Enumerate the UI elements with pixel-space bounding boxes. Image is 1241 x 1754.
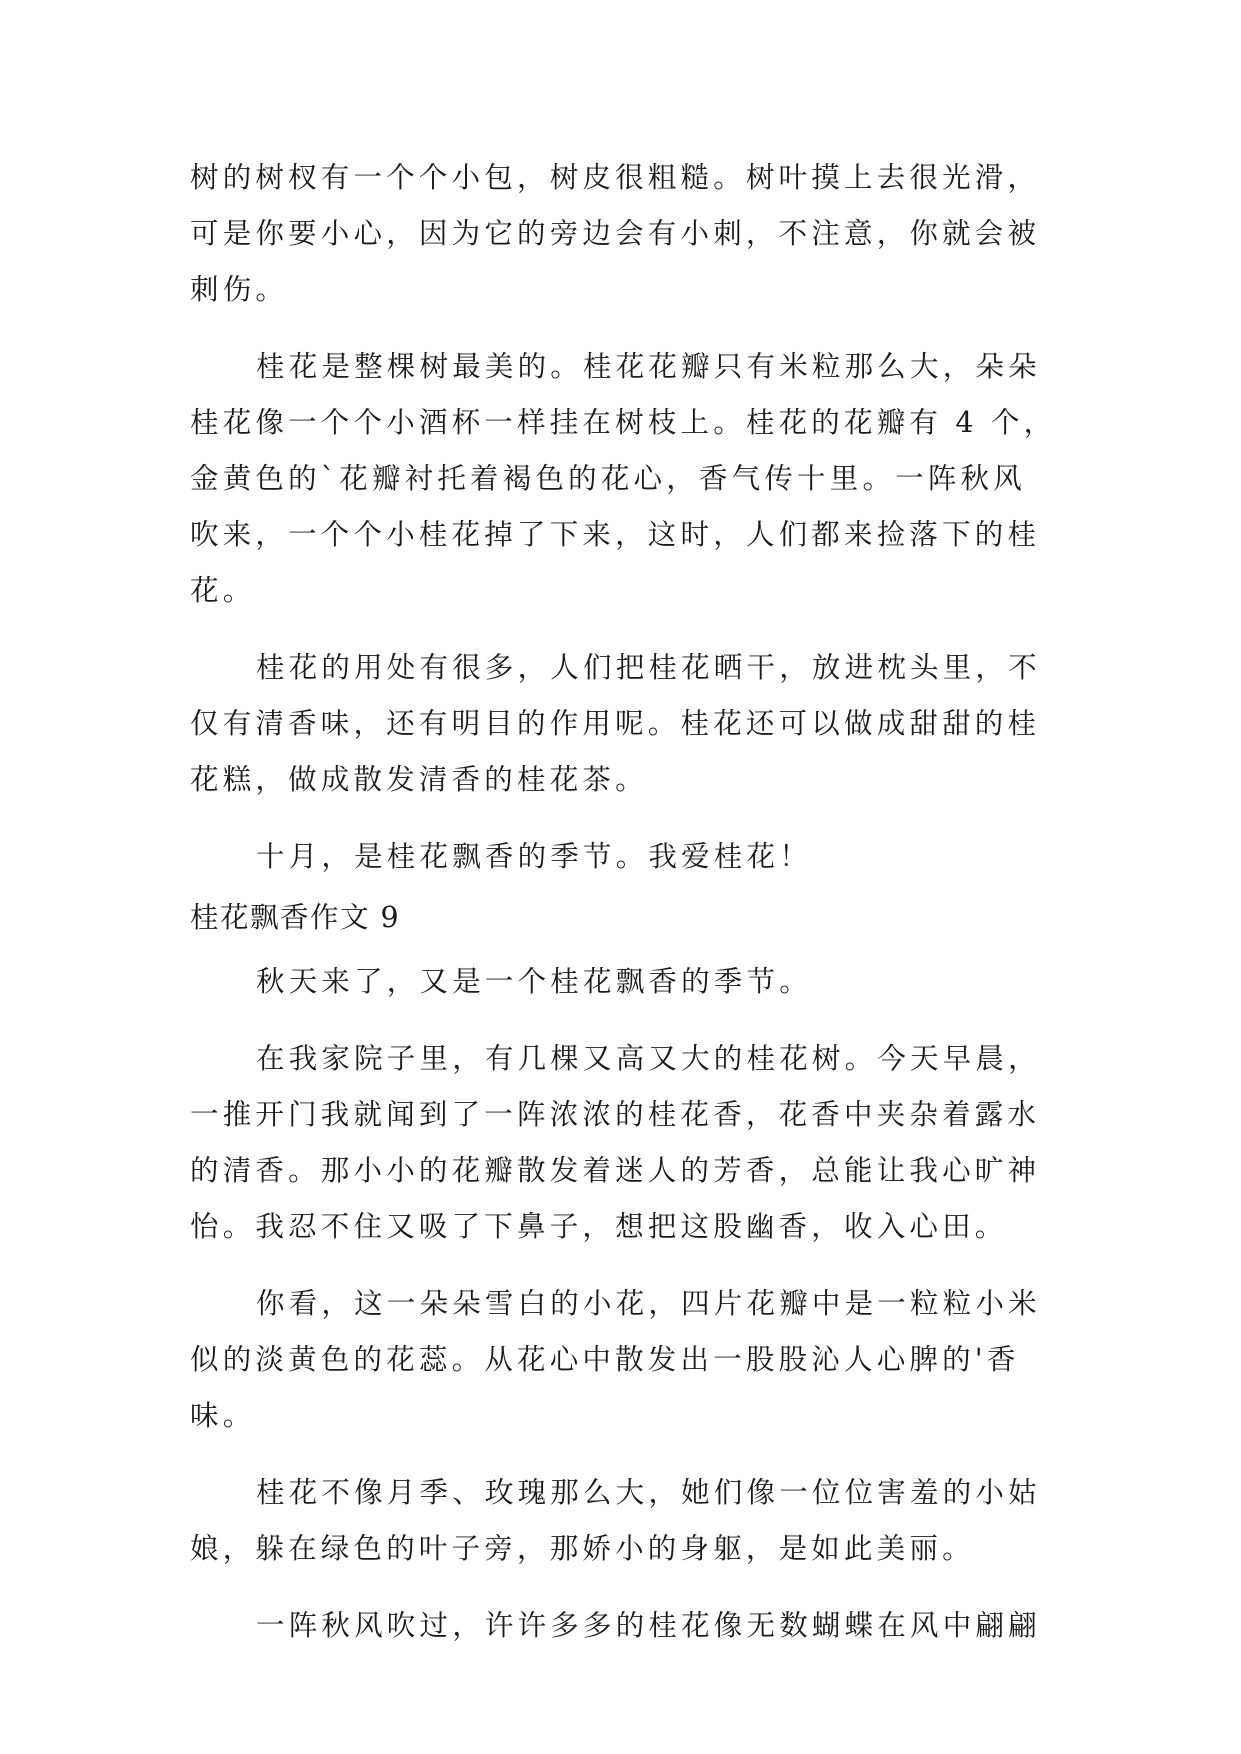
paragraph-first-line: 秋天来了，又是一个桂花飘香的季节。	[256, 965, 812, 998]
text-line: 娘，躲在绿色的叶子旁，那娇小的身躯，是如此美丽。	[190, 1532, 975, 1565]
paragraph-first-line: 一阵秋风吹过，许许多多的桂花像无数蝴蝶在风中翩翩	[256, 1609, 1041, 1642]
paragraph-first-line: 在我家院子里，有几棵又高又大的桂花树。今天早晨，	[256, 1042, 1041, 1075]
text-line: 树的树杈有一个个小包，树皮很粗糙。树叶摸上去很光滑，	[190, 161, 1041, 194]
paragraph-first-line: 十月，是桂花飘香的季节。我爱桂花！	[256, 840, 812, 873]
paragraph-first-line: 桂花的用处有很多，人们把桂花晒干，放进枕头里，不	[256, 651, 1041, 684]
text-line: 的清香。那小小的花瓣散发着迷人的芳香，总能让我心旷神	[190, 1154, 1041, 1187]
paragraph-first-line: 桂花是整棵树最美的。桂花花瓣只有米粒那么大，朵朵	[256, 350, 1041, 383]
text-line: 金黄色的`花瓣衬托着褐色的花心，香气传十里。一阵秋风	[190, 462, 1026, 495]
section-heading: 桂花飘香作文 9	[190, 901, 401, 934]
text-line: 一推开门我就闻到了一阵浓浓的桂花香，花香中夹杂着露水	[190, 1098, 1041, 1131]
text-line: 花糕，做成散发清香的桂花茶。	[190, 763, 648, 796]
text-line: 刺伤。	[190, 273, 289, 306]
text-line: 可是你要小心，因为它的旁边会有小刺，不注意，你就会被	[190, 217, 1041, 250]
text-line: 花。	[190, 574, 256, 607]
paragraph-first-line: 你看，这一朵朵雪白的小花，四片花瓣中是一粒粒小米	[256, 1287, 1041, 1320]
text-line: 怡。我忍不住又吸了下鼻子，想把这股幽香，收入心田。	[190, 1210, 1008, 1243]
text-line: 似的淡黄色的花蕊。从花心中散发出一股股沁人心脾的'香	[190, 1343, 1020, 1376]
text-line: 吹来，一个个小桂花掉了下来，这时，人们都来捡落下的桂	[190, 518, 1041, 551]
text-line: 桂花像一个个小酒杯一样挂在树枝上。桂花的花瓣有 4 个，	[190, 406, 1057, 439]
paragraph-first-line: 桂花不像月季、玫瑰那么大，她们像一位位害羞的小姑	[256, 1476, 1041, 1509]
text-line: 仅有清香味，还有明目的作用呢。桂花还可以做成甜甜的桂	[190, 707, 1041, 740]
text-line: 味。	[190, 1399, 256, 1432]
